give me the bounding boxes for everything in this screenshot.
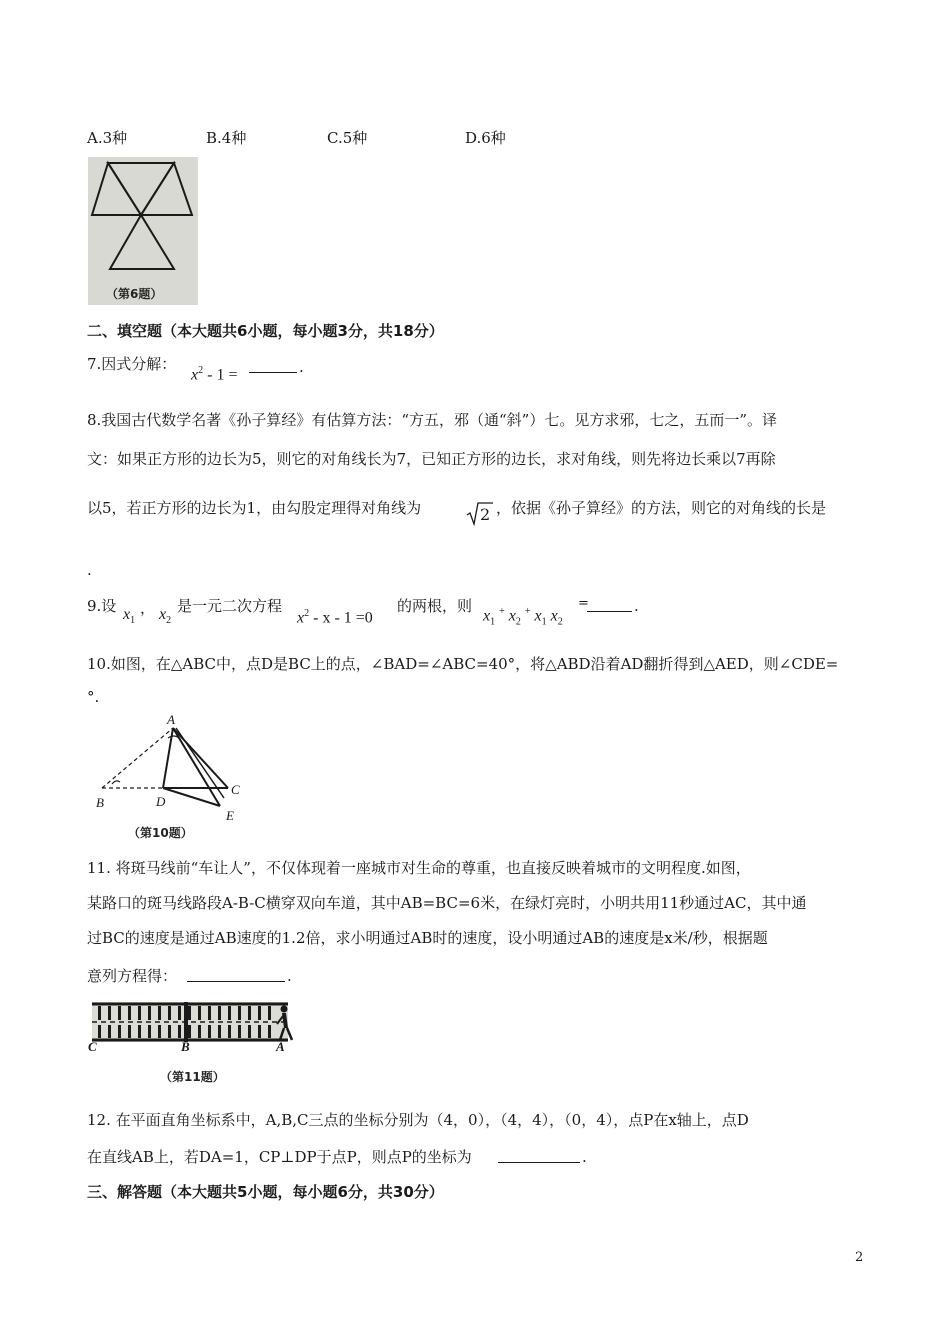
q11-line3: 过BC的速度是通过AB速度的1.2倍，求小明通过AB时的速度，设小明通过AB的速度是x米/秒，根据题 [87, 929, 768, 947]
q11-label-c: C [88, 1039, 97, 1054]
q8-sqrt-two [466, 500, 494, 526]
q6-figure [88, 157, 198, 305]
q8-line1: 8.我国古代数学名著《孙子算经》有估算方法：“方五，邪（通“斜”）七。见方求邪，七之，五而一”。译 [87, 411, 777, 429]
q11-line2: 某路口的斑马线路段A-B-C横穿双向车道，其中AB=BC=6米，在绿灯亮时，小明共用11秒通过AC，其中通 [87, 894, 807, 912]
q10-label-a: A [167, 712, 175, 727]
q6-triangles-drawing [88, 157, 198, 305]
section3-heading: 三、解答题（本大题共5小题，每小题6分，共30分） [87, 1183, 444, 1201]
q6-option-c: C.5种 [327, 129, 368, 147]
q6-bottom-triangle [110, 215, 174, 269]
q12-tail: . [582, 1148, 587, 1166]
q11-line4: 意列方程得： [87, 967, 178, 985]
q9-after: 的两根，则 [397, 597, 473, 615]
q11-figure [88, 998, 303, 1088]
q6-left-triangle [92, 163, 141, 215]
q8-radicand: 2 [480, 505, 491, 524]
q7-tail: . [299, 358, 304, 376]
q6-top-triangle [108, 163, 174, 215]
q8-line4: . [87, 561, 92, 579]
q11-label-b: B [181, 1039, 190, 1054]
q6-option-a: A.3种 [87, 129, 128, 147]
q12-line2: 在直线AB上，若DA=1，CP⊥DP于点P，则点P的坐标为 [87, 1148, 472, 1166]
q11-answer-blank[interactable] [187, 967, 285, 982]
q8-line3a: 以5，若正方形的边长为1，由勾股定理得对角线为 [87, 499, 422, 517]
q7-answer-blank[interactable] [249, 358, 297, 373]
q9-x2: $x_2$ [159, 606, 172, 627]
q10-line2: °. [87, 688, 100, 706]
q6-option-b: B.4种 [206, 129, 247, 147]
q10-label-b: B [96, 795, 104, 810]
q10-label-e: E [226, 808, 234, 823]
q9-expression: $x_1$ + $x_2$ + $x_1$ $x_2$ [483, 606, 563, 628]
q11-tail: . [287, 967, 292, 985]
q10-triangle-drawing [88, 720, 248, 840]
page-number: 2 [855, 1250, 864, 1265]
q11-crosswalk-drawing [88, 998, 303, 1053]
q11-label-a: A [276, 1039, 285, 1054]
q9-equation: $x^2 - x - 1 =0$ [297, 608, 373, 627]
section2-heading: 二、填空题（本大题共6小题，每小题3分，共18分） [87, 322, 444, 340]
q9-prefix: 9.设 [87, 597, 117, 615]
q11-line1: 11. 将斑马线前“车让人”，不仅体现着一座城市对生命的尊重，也直接反映着城市的文明程度.如图， [87, 859, 751, 877]
q12-line1: 12. 在平面直角坐标系中，A,B,C三点的坐标分别为（4，0），（4，4），（0，4），点P在x轴上，点D [87, 1111, 749, 1129]
q10-line1: 10.如图，在△ABC中，点D是BC上的点，∠BAD=∠ABC=40°，将△ABD沿着AD翻折得到△AED，则∠CDE= [87, 655, 839, 673]
q9-comma: ， [140, 599, 156, 617]
q10-figure [88, 712, 248, 840]
q9-equals: = [578, 596, 589, 611]
q10-figure-caption: （第10题） [128, 826, 193, 840]
q8-line2: 文：如果正方形的边长为5，则它的对角线长为7，已知正方形的边长，求对角线，则先将边长乘以7再除 [87, 450, 776, 468]
q6-right-triangle [141, 163, 192, 215]
q7-expression: $x^2 - 1$ = [191, 365, 238, 384]
q10-label-d: D [156, 794, 166, 809]
q8-line3b: ，依据《孙子算经》的方法，则它的对角线的长是 [496, 499, 827, 517]
q11-figure-caption: （第11题） [160, 1070, 225, 1084]
q6-option-d: D.6种 [465, 129, 506, 147]
q9-x1: $x_1$ [123, 606, 136, 627]
q10-label-c: C [231, 782, 240, 797]
q12-answer-blank[interactable] [498, 1148, 580, 1163]
q9-mid: 是一元二次方程 [177, 597, 283, 615]
q9-answer-blank[interactable] [587, 597, 632, 612]
q9-tail: . [634, 597, 639, 615]
q7-prefix: 7.因式分解： [87, 355, 177, 373]
q6-figure-caption: （第6题） [106, 287, 163, 301]
